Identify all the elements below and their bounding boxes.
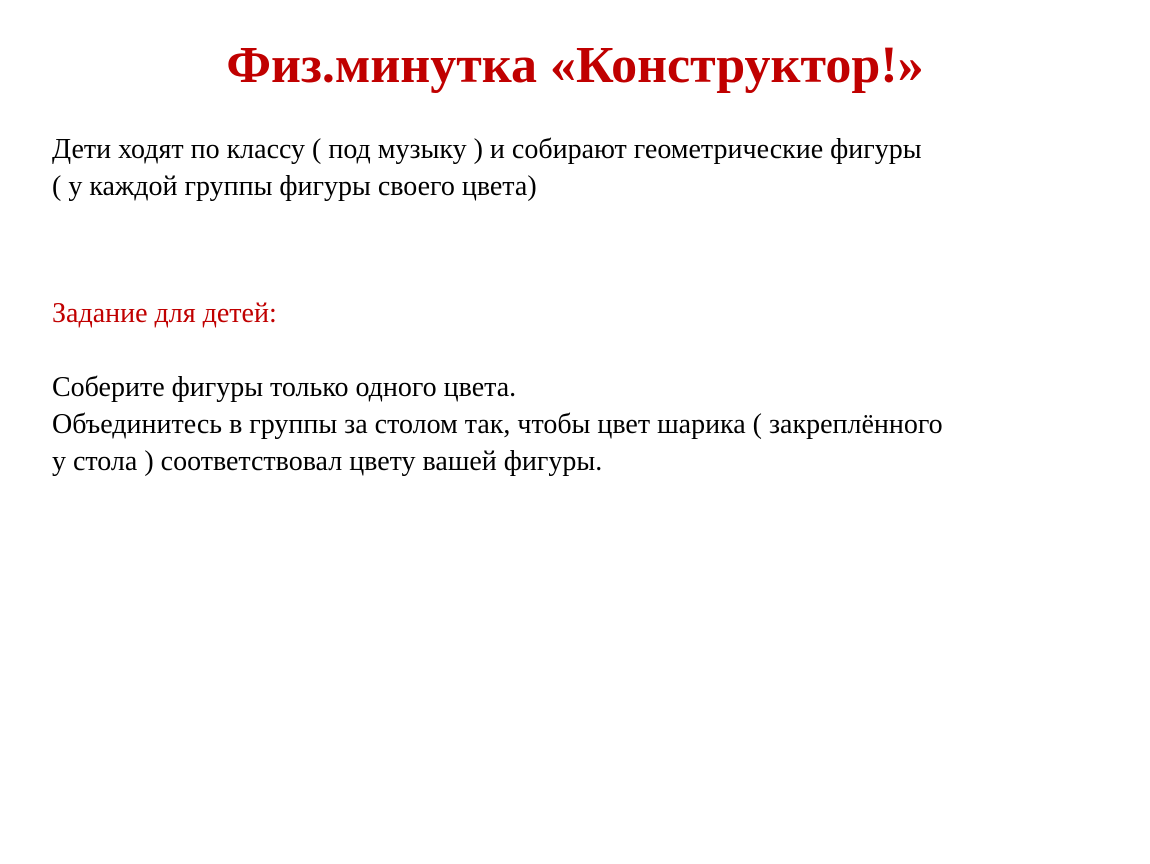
intro-line: ( у каждой группы фигуры своего цвета) <box>52 171 537 202</box>
task-heading-text: Задание для детей: <box>52 298 277 329</box>
task-line: у стола ) соответствовал цвету вашей фигуры. <box>52 446 603 477</box>
intro-paragraph <box>52 131 1112 205</box>
task-paragraph <box>52 369 1112 480</box>
task-line: Объединитесь в группы за столом так, чтобы цвет шарика ( закреплённого <box>52 409 943 440</box>
intro-line: Дети ходят по классу ( под музыку ) и собирают геометрические фигуры <box>52 134 922 165</box>
task-line: Соберите фигуры только одного цвета. <box>52 372 517 403</box>
task-heading <box>52 295 1112 332</box>
slide-title: Физ.минутка «Конструктор!» <box>226 37 924 94</box>
